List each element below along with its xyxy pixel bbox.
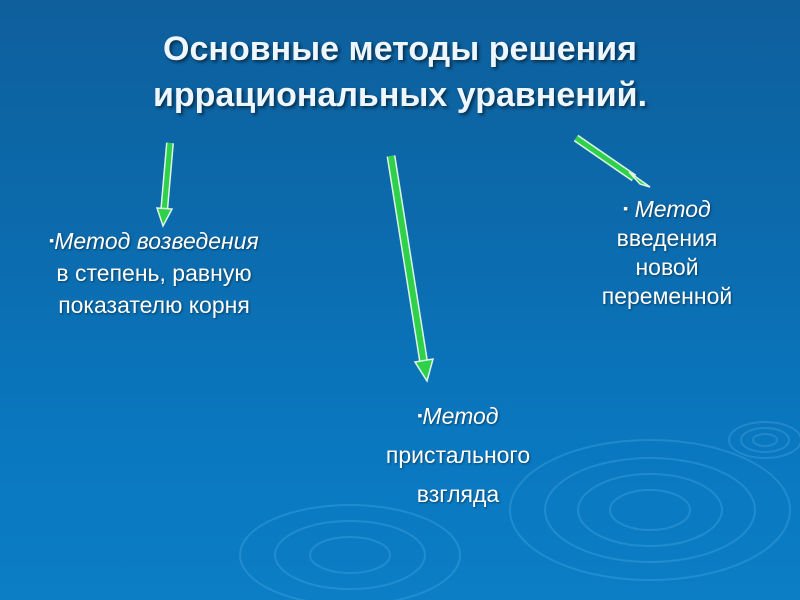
method-3-line-1: Метод — [634, 196, 711, 222]
method-3-line-2: введения — [616, 225, 718, 251]
title-line-1: Основные методы решения — [163, 30, 637, 68]
method-2-line-2: пристального — [385, 442, 531, 468]
arrow-to-method-2 — [391, 156, 433, 381]
method-1-line-3: показателю корня — [58, 292, 250, 318]
method-2-line-1: Метод — [422, 403, 499, 429]
method-1-line-2: в степень, равную — [56, 260, 252, 286]
bullet-icon: ▪ — [417, 407, 423, 423]
method-3-line-3: новой — [635, 254, 699, 280]
arrow-to-method-3 — [576, 138, 650, 187]
method-exponentiation — [0, 224, 308, 321]
method-close-look — [350, 396, 566, 514]
title-line-2: иррациональных уравнений. — [152, 76, 648, 114]
arrow-to-method-1 — [157, 143, 172, 226]
method-2-line-3: взгляда — [416, 481, 500, 507]
method-3-line-4: переменной — [601, 283, 733, 309]
method-1-line-1: Метод возведения — [54, 228, 259, 254]
bullet-icon: ▪ — [623, 200, 629, 216]
method-new-variable — [572, 194, 762, 311]
bullet-icon: ▪ — [49, 232, 55, 248]
